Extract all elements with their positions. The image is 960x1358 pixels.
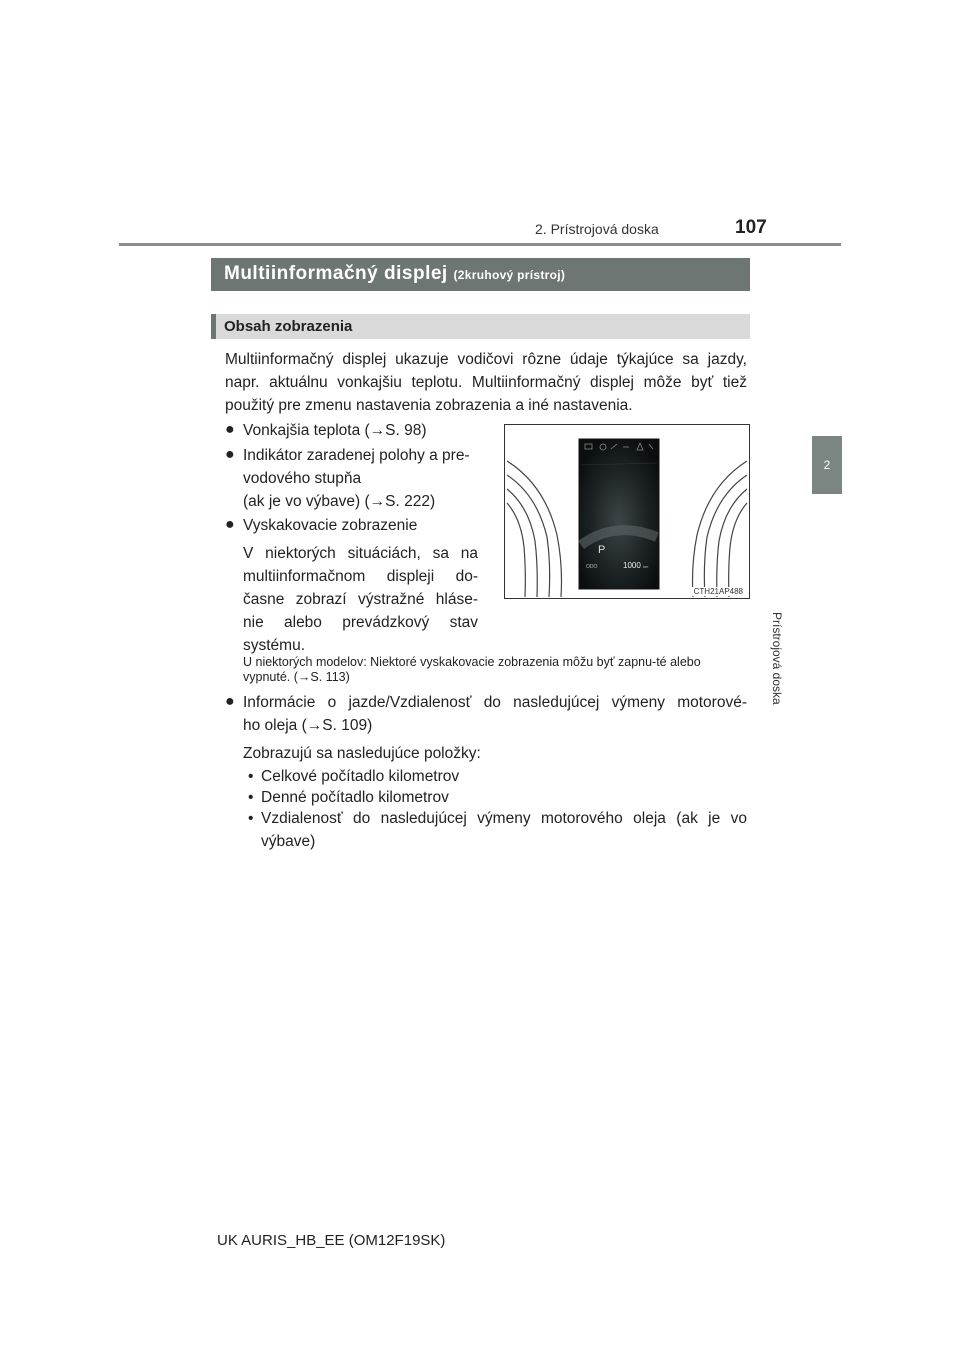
- odo-label: ODO: [586, 564, 598, 570]
- intro-paragraph: Multiinformačný displej ukazuje vodičovi rôzne údaje týkajúce sa jazdy, napr. aktuálnu vonkajšiu teplotu. Multiinformačný displej môže byť tiež použitý pre zmenu nastavenia zobrazenia a iné nastavenia.: [225, 351, 747, 414]
- left-gauge: [507, 461, 562, 597]
- bullet-dot-icon: ●: [225, 516, 235, 533]
- popup-desc-line: V niektorých situáciách, sa na: [243, 545, 478, 562]
- section-heading: 2. Prístrojová doska: [535, 221, 659, 237]
- bullet-text-line2: vodového stupňa: [243, 470, 362, 487]
- bullet-text-line1: Informácie o jazde/Vzdialenosť do nasledujúcej výmeny motorové-: [243, 694, 747, 711]
- list-item-continued: výbave): [261, 833, 316, 850]
- bullet-text-line1: Indikátor zaradenej polohy a pre-: [243, 447, 470, 464]
- odo-value: 1000: [623, 561, 641, 570]
- subtitle-accent: [211, 314, 216, 339]
- popup-desc-line: nie alebo prevádzkový stav: [243, 614, 478, 631]
- chapter-tab: 2: [812, 436, 842, 494]
- right-gauge: [693, 461, 748, 597]
- header-rule: [119, 243, 841, 246]
- page-number: 107: [735, 217, 767, 238]
- odo-unit: km: [643, 564, 649, 569]
- gear-indicator: P: [598, 544, 606, 556]
- bullet-text-line2: ho oleja (→S. 109): [243, 717, 373, 734]
- list-bullet-icon: •: [248, 789, 254, 806]
- instrument-cluster-figure: [504, 424, 750, 599]
- title-main-text: Multiinformačný displej: [224, 263, 448, 284]
- list-item: Denné počítadlo kilometrov: [261, 789, 449, 806]
- subtitle: Obsah zobrazenia: [224, 318, 353, 335]
- items-intro: Zobrazujú sa nasledujúce položky:: [243, 745, 481, 762]
- list-bullet-icon: •: [248, 810, 254, 827]
- chapter-label: Prístrojová doska: [770, 612, 784, 705]
- bullet-text: Vyskakovacie zobrazenie: [243, 517, 418, 534]
- popup-desc-line: časne zobrazí výstražné hláse-: [243, 591, 478, 608]
- list-bullet-icon: •: [248, 768, 254, 785]
- page-title: [224, 263, 565, 285]
- popup-desc-line: systému.: [243, 637, 306, 654]
- bullet-text: Vonkajšia teplota (→S. 98): [243, 422, 427, 439]
- bullet-dot-icon: ●: [225, 693, 235, 710]
- list-item: Celkové počítadlo kilometrov: [261, 768, 460, 785]
- bullet-dot-icon: ●: [225, 446, 235, 463]
- bullet-dot-icon: ●: [225, 421, 235, 438]
- figure-code: CTH21AP488: [693, 587, 743, 596]
- list-item: Vzdialenosť do nasledujúcej výmeny motorového oleja (ak je vo: [261, 810, 747, 827]
- title-sub-text: (2kruhový prístroj): [453, 268, 566, 282]
- bullet-text-line3: (ak je vo výbave) (→S. 222): [243, 493, 436, 510]
- model-note: U niektorých modelov: Niektoré vyskakovacie zobrazenia môžu byť zapnu-té alebo vypnuté. (→S. 113): [243, 655, 701, 684]
- cluster-illustration: [505, 425, 749, 598]
- footer-model-code: UK AURIS_HB_EE (OM12F19SK): [217, 1232, 446, 1249]
- popup-desc-line: multiinformačnom displeji do-: [243, 568, 478, 585]
